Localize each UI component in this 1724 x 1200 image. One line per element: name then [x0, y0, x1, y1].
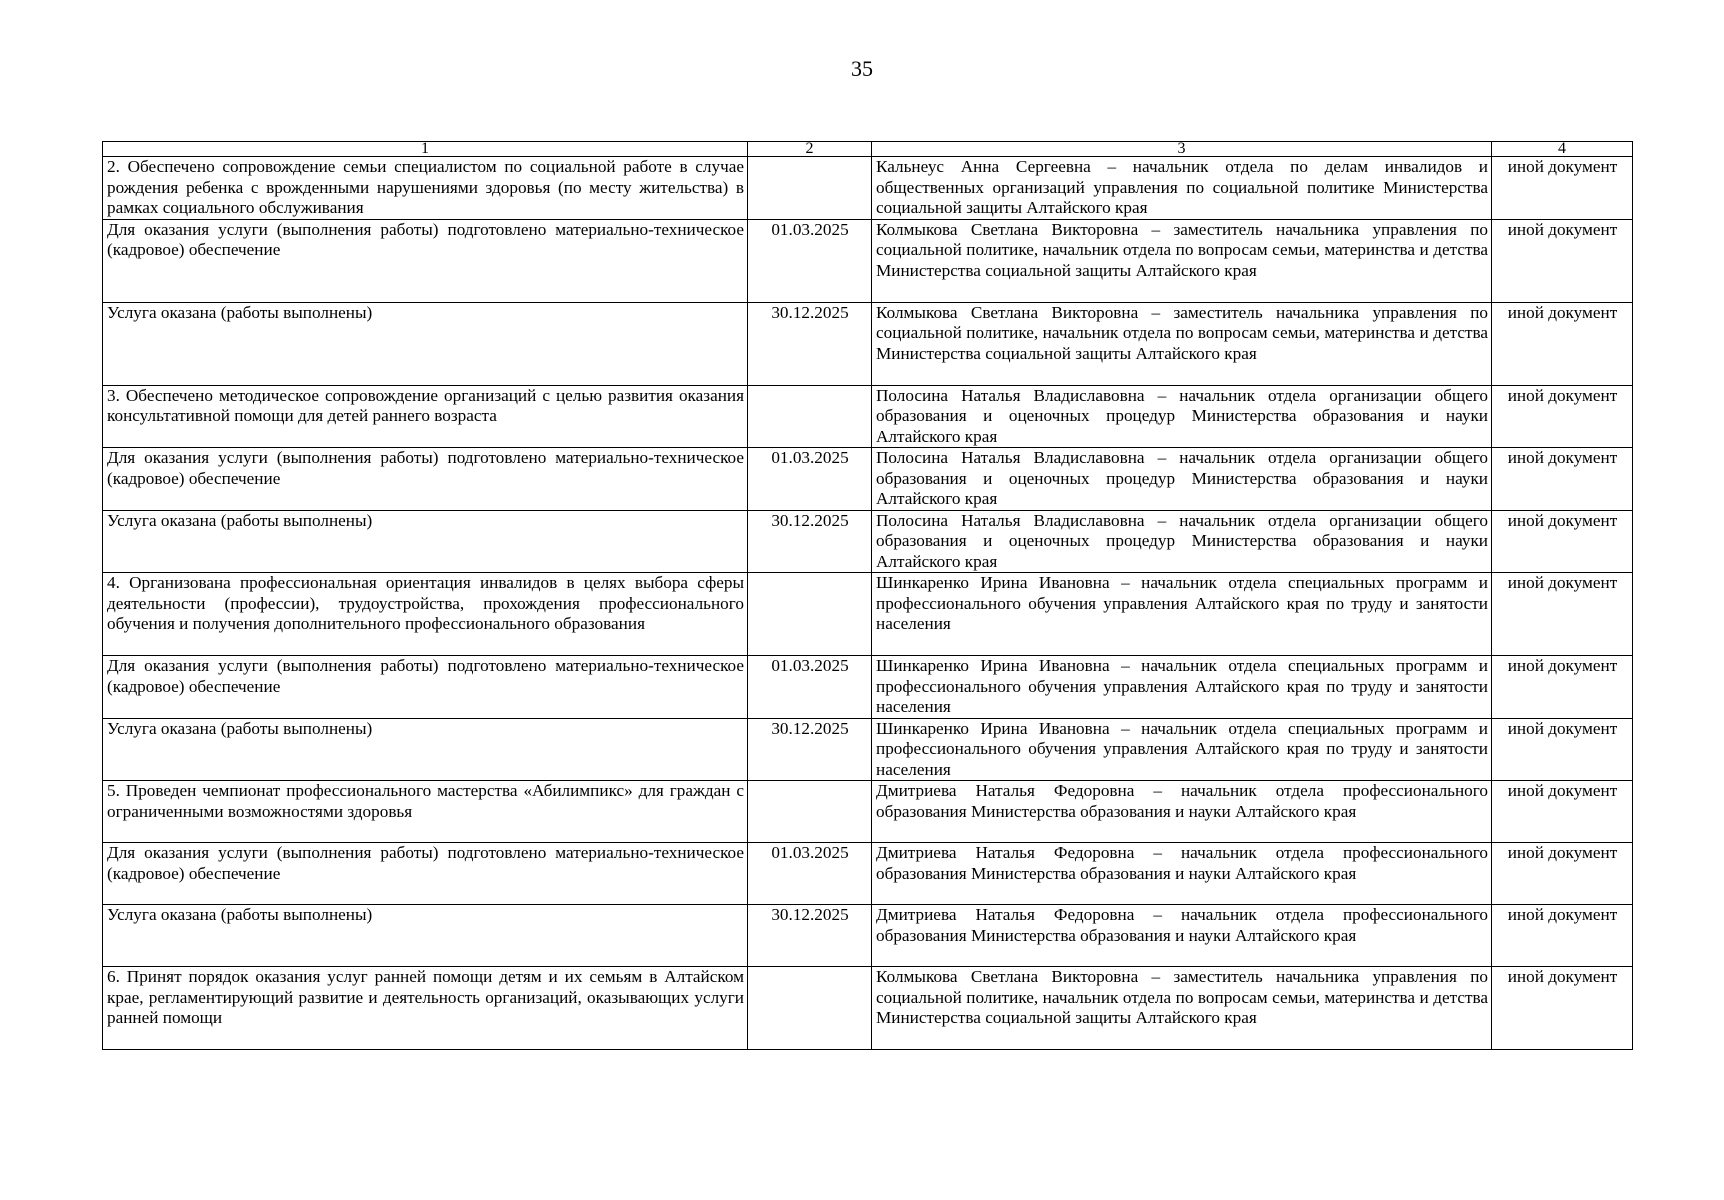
table-row [103, 718, 1633, 781]
responsible-cell: Шинкаренко Ирина Ивановна – начальник отдела специальных программ и профессионального обучения управления Алтайского края по труду и занятости населения [872, 573, 1492, 656]
responsible-cell: Колмыкова Светлана Викторовна – заместитель начальника управления по социальной политике, начальник отдела по вопросам семьи, материнства и детства Министерства социальной защиты Алтайского края [872, 967, 1492, 1050]
document-type-cell: иной документ [1492, 781, 1633, 843]
date-cell: 30.12.2025 [748, 905, 872, 967]
responsible-cell: Дмитриева Наталья Федоровна – начальник отдела профессионального образования Министерства образования и науки Алтайского края [872, 843, 1492, 905]
column-header: 2 [748, 142, 872, 157]
date-cell [748, 157, 872, 220]
event-cell: Услуга оказана (работы выполнены) [103, 302, 748, 385]
event-cell: Для оказания услуги (выполнения работы) подготовлено материально-техническое (кадровое) обеспечение [103, 843, 748, 905]
date-cell: 30.12.2025 [748, 718, 872, 781]
event-cell: Услуга оказана (работы выполнены) [103, 905, 748, 967]
date-cell [748, 781, 872, 843]
table-row [103, 385, 1633, 448]
date-cell: 01.03.2025 [748, 843, 872, 905]
responsible-cell: Полосина Наталья Владиславовна – начальник отдела организации общего образования и оценочных процедур Министерства образования и науки Алтайского края [872, 448, 1492, 511]
column-header: 1 [103, 142, 748, 157]
responsible-cell: Дмитриева Наталья Федоровна – начальник отдела профессионального образования Министерства образования и науки Алтайского края [872, 781, 1492, 843]
document-type-cell: иной документ [1492, 967, 1633, 1050]
table-row [103, 157, 1633, 220]
date-cell: 01.03.2025 [748, 656, 872, 719]
event-cell: 6. Принят порядок оказания услуг ранней помощи детям и их семьям в Алтайском крае, регламентирующий развитие и деятельность организаций, оказывающих услуги ранней помощи [103, 967, 748, 1050]
event-cell: Услуга оказана (работы выполнены) [103, 510, 748, 573]
table-row [103, 219, 1633, 302]
column-header: 3 [872, 142, 1492, 157]
event-cell: 4. Организована профессиональная ориентация инвалидов в целях выбора сферы деятельности (профессии), трудоустройства, прохождения профессионального обучения и получения дополнительного профессионального образования [103, 573, 748, 656]
event-cell: Для оказания услуги (выполнения работы) подготовлено материально-техническое (кадровое) обеспечение [103, 448, 748, 511]
document-type-cell: иной документ [1492, 656, 1633, 719]
table-row [103, 781, 1633, 843]
document-type-cell: иной документ [1492, 448, 1633, 511]
document-type-cell: иной документ [1492, 718, 1633, 781]
table-row [103, 843, 1633, 905]
document-type-cell: иной документ [1492, 843, 1633, 905]
header-row [103, 142, 1633, 157]
event-cell: 3. Обеспечено методическое сопровождение организаций с целью развития оказания консультативной помощи для детей раннего возраста [103, 385, 748, 448]
date-cell: 01.03.2025 [748, 219, 872, 302]
event-cell: Для оказания услуги (выполнения работы) подготовлено материально-техническое (кадровое) обеспечение [103, 219, 748, 302]
table-row [103, 510, 1633, 573]
event-cell: Услуга оказана (работы выполнены) [103, 718, 748, 781]
table-row [103, 448, 1633, 511]
document-type-cell: иной документ [1492, 385, 1633, 448]
responsible-cell: Полосина Наталья Владиславовна – начальник отдела организации общего образования и оценочных процедур Министерства образования и науки Алтайского края [872, 385, 1492, 448]
table-row [103, 656, 1633, 719]
date-cell: 30.12.2025 [748, 510, 872, 573]
responsible-cell: Дмитриева Наталья Федоровна – начальник отдела профессионального образования Министерства образования и науки Алтайского края [872, 905, 1492, 967]
responsible-cell: Колмыкова Светлана Викторовна – заместитель начальника управления по социальной политике, начальник отдела по вопросам семьи, материнства и детства Министерства социальной защиты Алтайского края [872, 302, 1492, 385]
event-cell: 5. Проведен чемпионат профессионального мастерства «Абилимпикс» для граждан с ограниченными возможностями здоровья [103, 781, 748, 843]
responsible-cell: Шинкаренко Ирина Ивановна – начальник отдела специальных программ и профессионального обучения управления Алтайского края по труду и занятости населения [872, 656, 1492, 719]
date-cell [748, 385, 872, 448]
document-type-cell: иной документ [1492, 573, 1633, 656]
document-type-cell: иной документ [1492, 157, 1633, 220]
table-row [103, 905, 1633, 967]
date-cell: 30.12.2025 [748, 302, 872, 385]
page-number: 35 [851, 56, 873, 81]
responsible-cell: Кальнеус Анна Сергеевна – начальник отдела по делам инвалидов и общественных организаций управления по социальной политике Министерства социальной защиты Алтайского края [872, 157, 1492, 220]
table-row [103, 573, 1633, 656]
responsible-cell: Колмыкова Светлана Викторовна – заместитель начальника управления по социальной политике, начальник отдела по вопросам семьи, материнства и детства Министерства социальной защиты Алтайского края [872, 219, 1492, 302]
document-type-cell: иной документ [1492, 219, 1633, 302]
document-type-cell: иной документ [1492, 905, 1633, 967]
table-row [103, 302, 1633, 385]
event-cell: 2. Обеспечено сопровождение семьи специалистом по социальной работе в случае рождения ребенка с врожденными нарушениями здоровья (по месту жительства) в рамках социального обслуживания [103, 157, 748, 220]
date-cell [748, 573, 872, 656]
date-cell: 01.03.2025 [748, 448, 872, 511]
event-cell: Для оказания услуги (выполнения работы) подготовлено материально-техническое (кадровое) обеспечение [103, 656, 748, 719]
document-type-cell: иной документ [1492, 510, 1633, 573]
responsible-cell: Полосина Наталья Владиславовна – начальник отдела организации общего образования и оценочных процедур Министерства образования и науки Алтайского края [872, 510, 1492, 573]
column-header: 4 [1492, 142, 1633, 157]
date-cell [748, 967, 872, 1050]
plan-table [102, 141, 1633, 1050]
responsible-cell: Шинкаренко Ирина Ивановна – начальник отдела специальных программ и профессионального обучения управления Алтайского края по труду и занятости населения [872, 718, 1492, 781]
document-type-cell: иной документ [1492, 302, 1633, 385]
table-row [103, 967, 1633, 1050]
